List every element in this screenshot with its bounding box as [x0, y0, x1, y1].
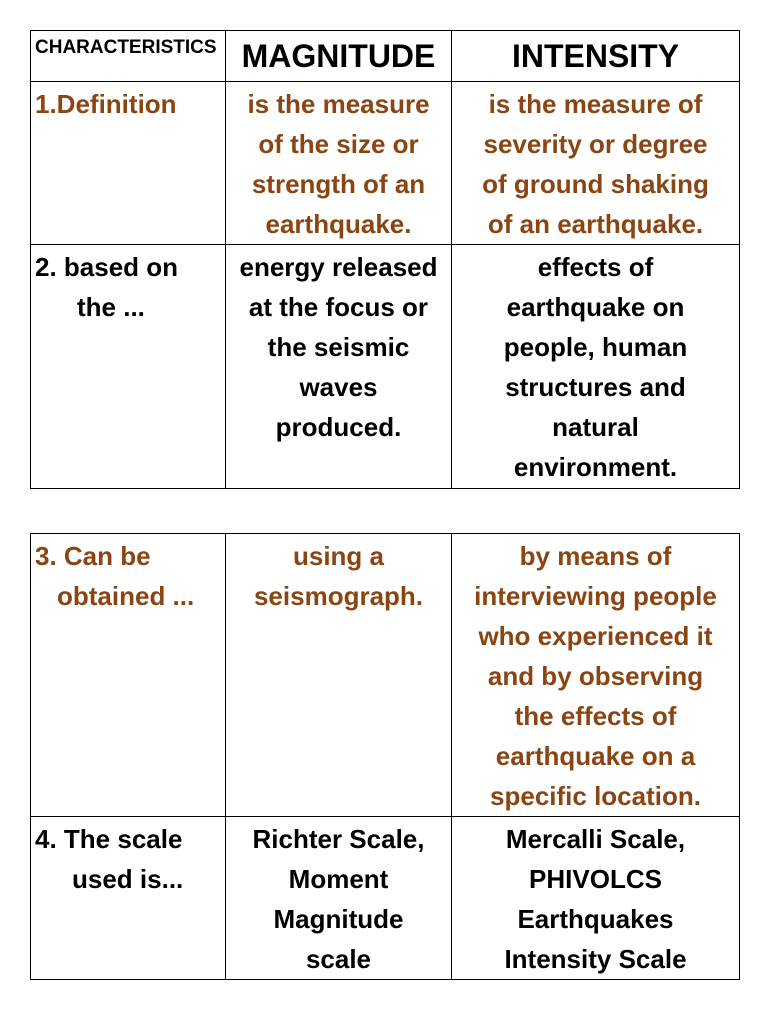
comparison-table-bottom	[30, 533, 740, 980]
magnitude-scale: Richter Scale, Moment Magnitude scale	[226, 817, 452, 980]
intensity-based-on: effects of earthquake on people, human structures and natural environment.	[452, 245, 740, 489]
table-row	[31, 534, 740, 817]
row-label-line1: 4. The scale	[35, 824, 183, 854]
magnitude-definition: is the measure of the size or strength of an earthquake.	[226, 82, 452, 245]
row-label-line1: 3. Can be	[35, 541, 151, 571]
table-row	[31, 245, 740, 489]
row-label-line1: 2. based on	[35, 252, 179, 282]
header-characteristics: CHARACTERISTICS	[31, 31, 226, 82]
table-row	[31, 817, 740, 980]
row-label-scale	[31, 817, 226, 980]
intensity-obtained: by means of interviewing people who experienced it and by observing the effects of earthquake on a specific location.	[452, 534, 740, 817]
intensity-definition: is the measure of severity or degree of ground shaking of an earthquake.	[452, 82, 740, 245]
magnitude-based-on: energy released at the focus or the seismic waves produced.	[226, 245, 452, 489]
row-label-line2: obtained ...	[57, 581, 195, 611]
header-row	[31, 31, 740, 82]
row-label-obtained	[31, 534, 226, 817]
header-magnitude: MAGNITUDE	[226, 31, 452, 82]
row-label-definition: 1.Definition	[31, 82, 226, 245]
intensity-scale: Mercalli Scale, PHIVOLCS Earthquakes Intensity Scale	[452, 817, 740, 980]
magnitude-obtained: using a seismograph.	[226, 534, 452, 817]
row-label-based-on	[31, 245, 226, 489]
comparison-table-top	[30, 30, 740, 489]
row-label-line2: used is...	[72, 864, 184, 894]
header-intensity: INTENSITY	[452, 31, 740, 82]
table-row	[31, 82, 740, 245]
row-label-line2: the ...	[77, 292, 145, 322]
